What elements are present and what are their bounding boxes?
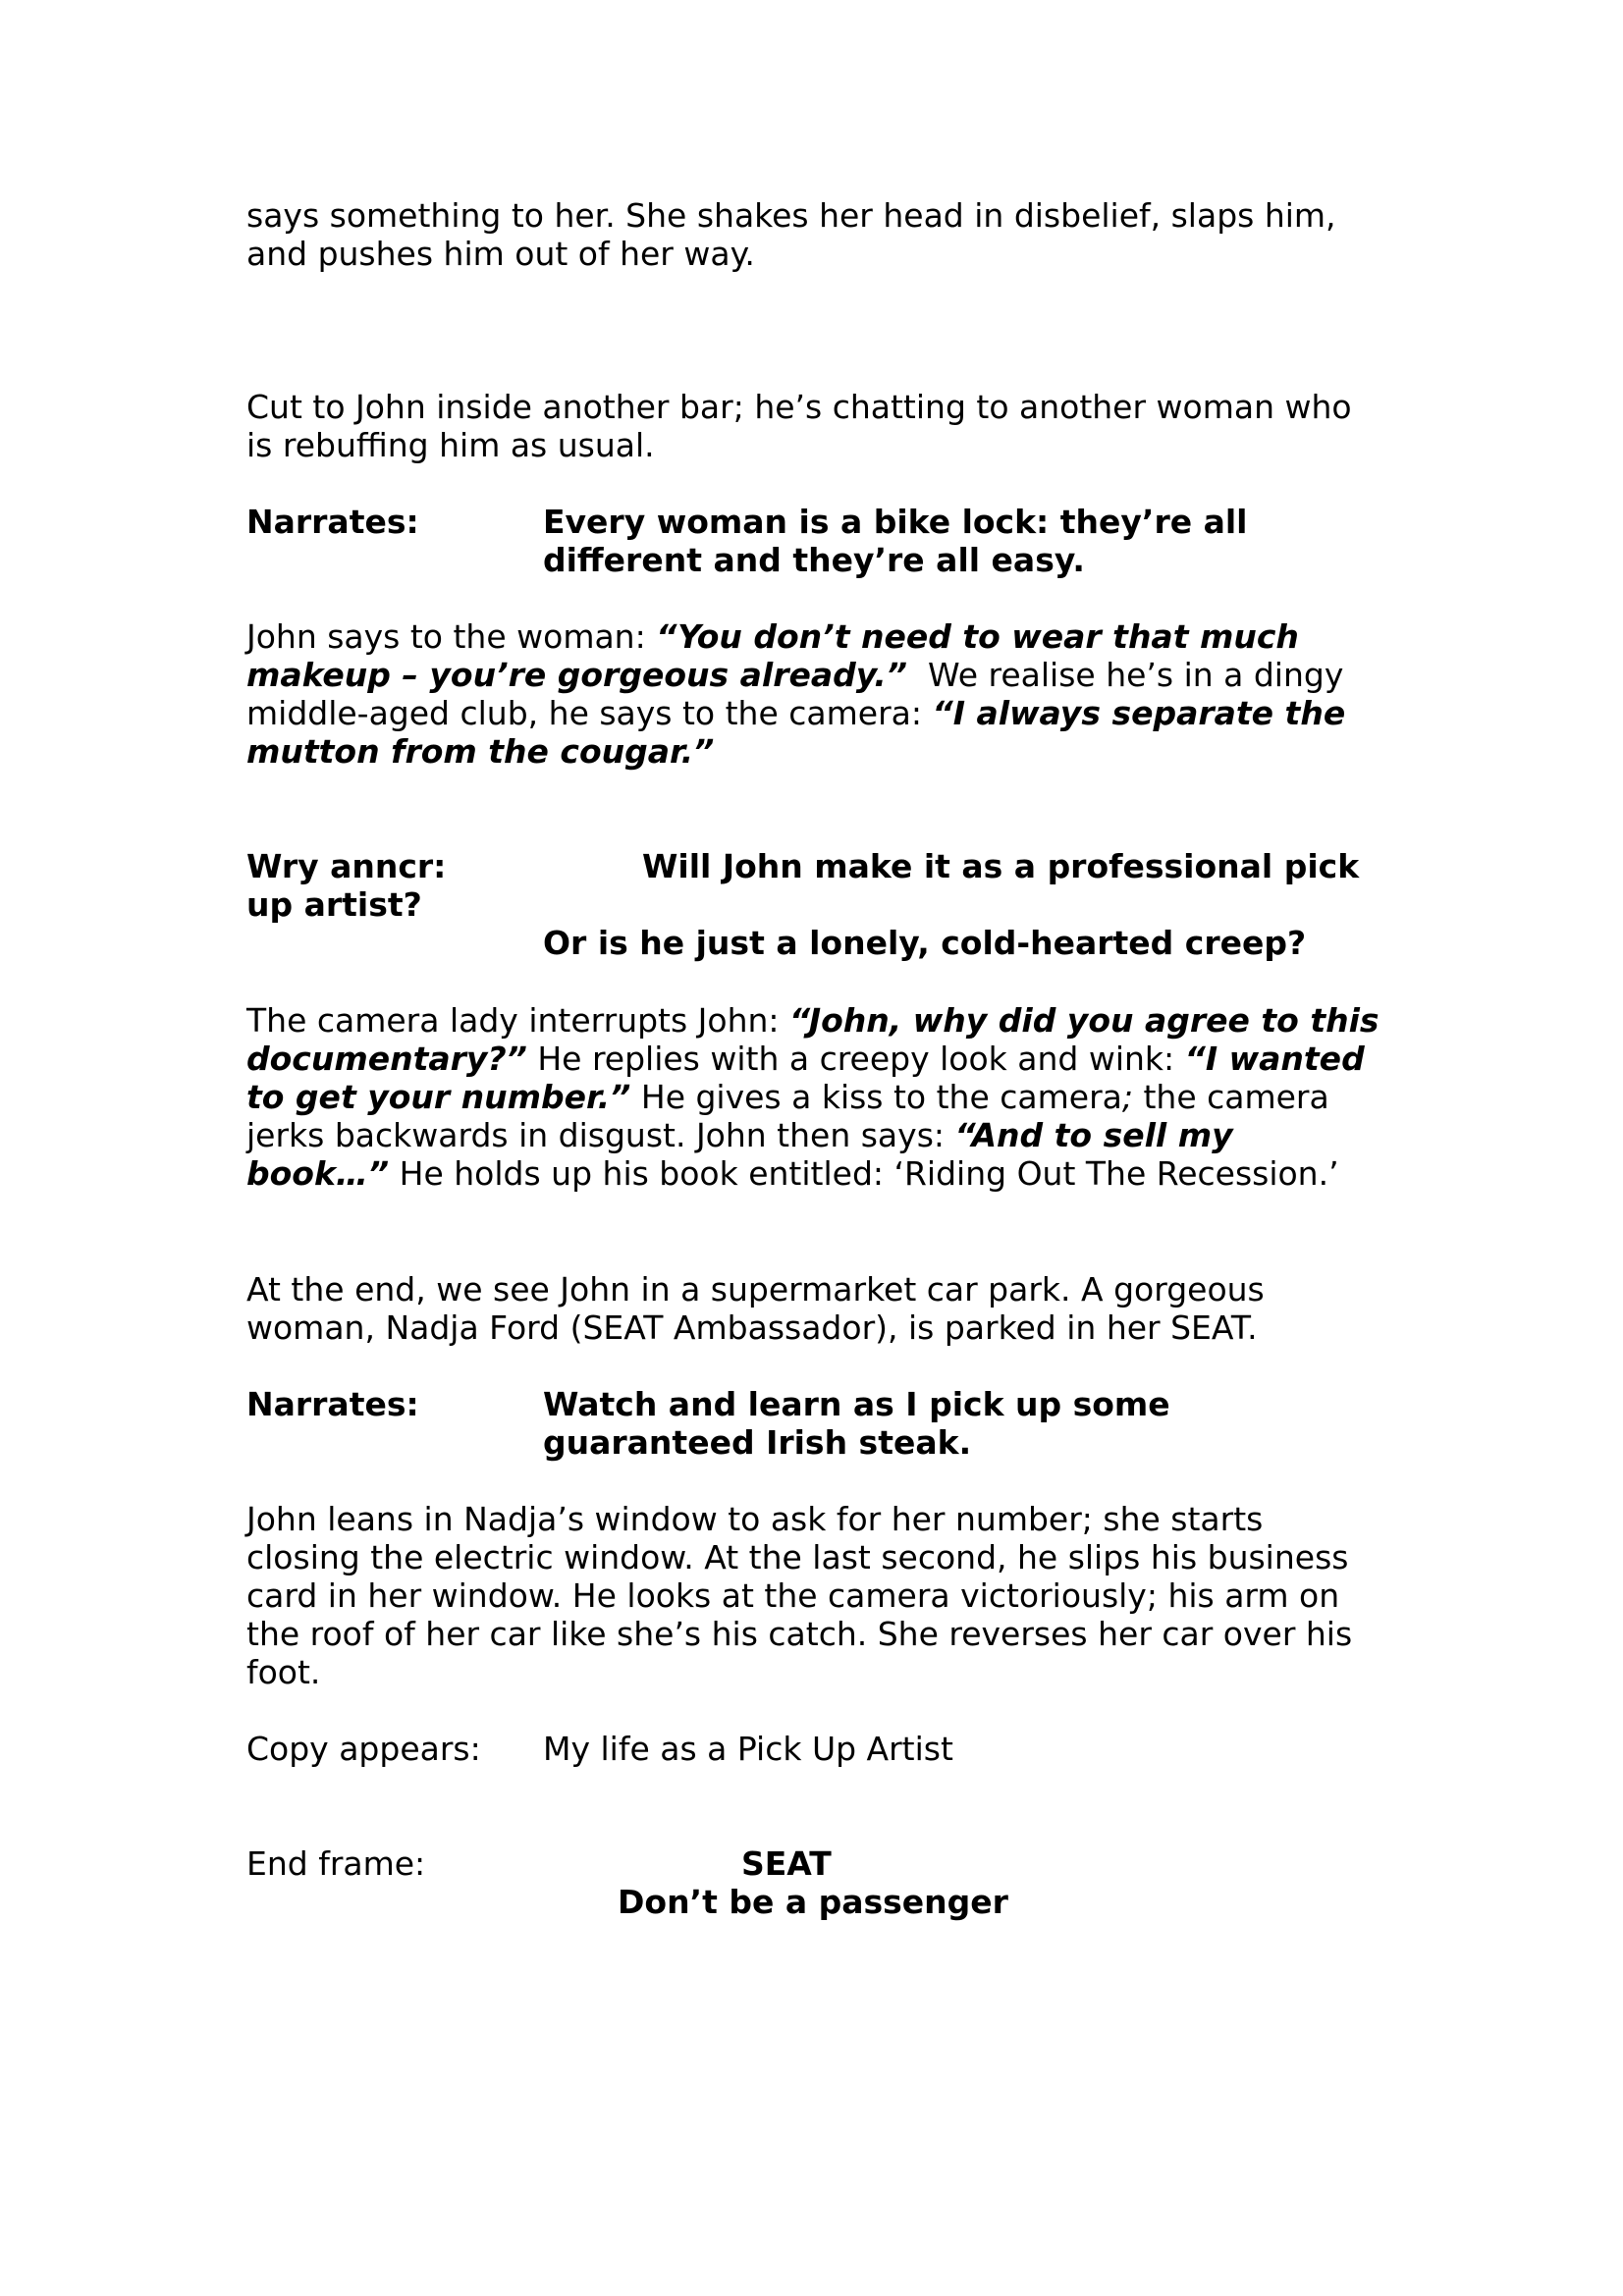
stage-text: He replies with a creepy look and wink: [526, 1040, 1185, 1078]
speaker-label: Narrates: [246, 1385, 419, 1423]
brand-name: SEAT [741, 1844, 832, 1883]
stage-text: The camera lady interrupts John: [246, 1001, 790, 1040]
copy-text: My life as a Pick Up Artist [543, 1730, 953, 1768]
stage-text: We realise he’s in a dingy middle-aged club, he says to the camera: [246, 656, 1354, 732]
stage-text: He holds up his book entitled: ‘Riding Out The Recession.’ [389, 1154, 1339, 1193]
announcer-line-1: Will John make it as a professional pick [642, 847, 1360, 885]
announcer-line-1-wrap: up artist? [246, 885, 422, 924]
speaker-label: Narrates: [246, 503, 419, 541]
stage-text: ; [1121, 1078, 1133, 1116]
paragraph-another-bar: Cut to John inside another bar; he’s chatting to another woman who is rebuffing him as usual. [246, 388, 1352, 464]
dialogue-quote: “You don’t need to wear that much makeup – you’re gorgeous already.” [246, 617, 1299, 694]
narration-line: Watch and learn as I pick up some guaranteed Irish steak. [543, 1385, 1170, 1462]
stage-text: the camera jerks backwards in disgust. John then says: [246, 1078, 1329, 1154]
stage-text: He gives a kiss to the camera [630, 1078, 1122, 1116]
dialogue-quote: “And to sell my book…” [246, 1116, 1233, 1193]
paragraph-window: John leans in Nadja’s window to ask for her number; she starts closing the electric window. At the last second, he slips his business card in her window. He looks at the camera victoriously; his arm on the roof of her car like she’s his catch. She reverses her car over his foot. [246, 1500, 1353, 1691]
paragraph-camera-lady [246, 1001, 1385, 1193]
narration-line: Every woman is a bike lock: they’re all different and they’re all easy. [543, 503, 1248, 579]
paragraph-car-park: At the end, we see John in a supermarket car park. A gorgeous woman, Nadja Ford (SEAT Ambassador), is parked in her SEAT. [246, 1270, 1265, 1347]
end-frame-label: End frame: [246, 1844, 426, 1883]
paragraph-slap: says something to her. She shakes her head in disbelief, slaps him, and pushes him out of her way. [246, 196, 1336, 273]
brand-tagline: Don’t be a passenger [618, 1883, 1008, 1921]
copy-label: Copy appears: [246, 1730, 481, 1768]
announcer-line-2: Or is he just a lonely, cold-hearted creep? [543, 924, 1307, 962]
speaker-label: Wry anncr: [246, 847, 447, 885]
dialogue-quote: “I always separate the mutton from the cougar.” [246, 694, 1346, 771]
dialogue-quote: “I wanted to get your number.” [246, 1040, 1365, 1116]
paragraph-makeup [246, 617, 1385, 771]
dialogue-quote: “John, why did you agree to this documentary?” [246, 1001, 1380, 1078]
stage-text: John says to the woman: [246, 617, 657, 656]
